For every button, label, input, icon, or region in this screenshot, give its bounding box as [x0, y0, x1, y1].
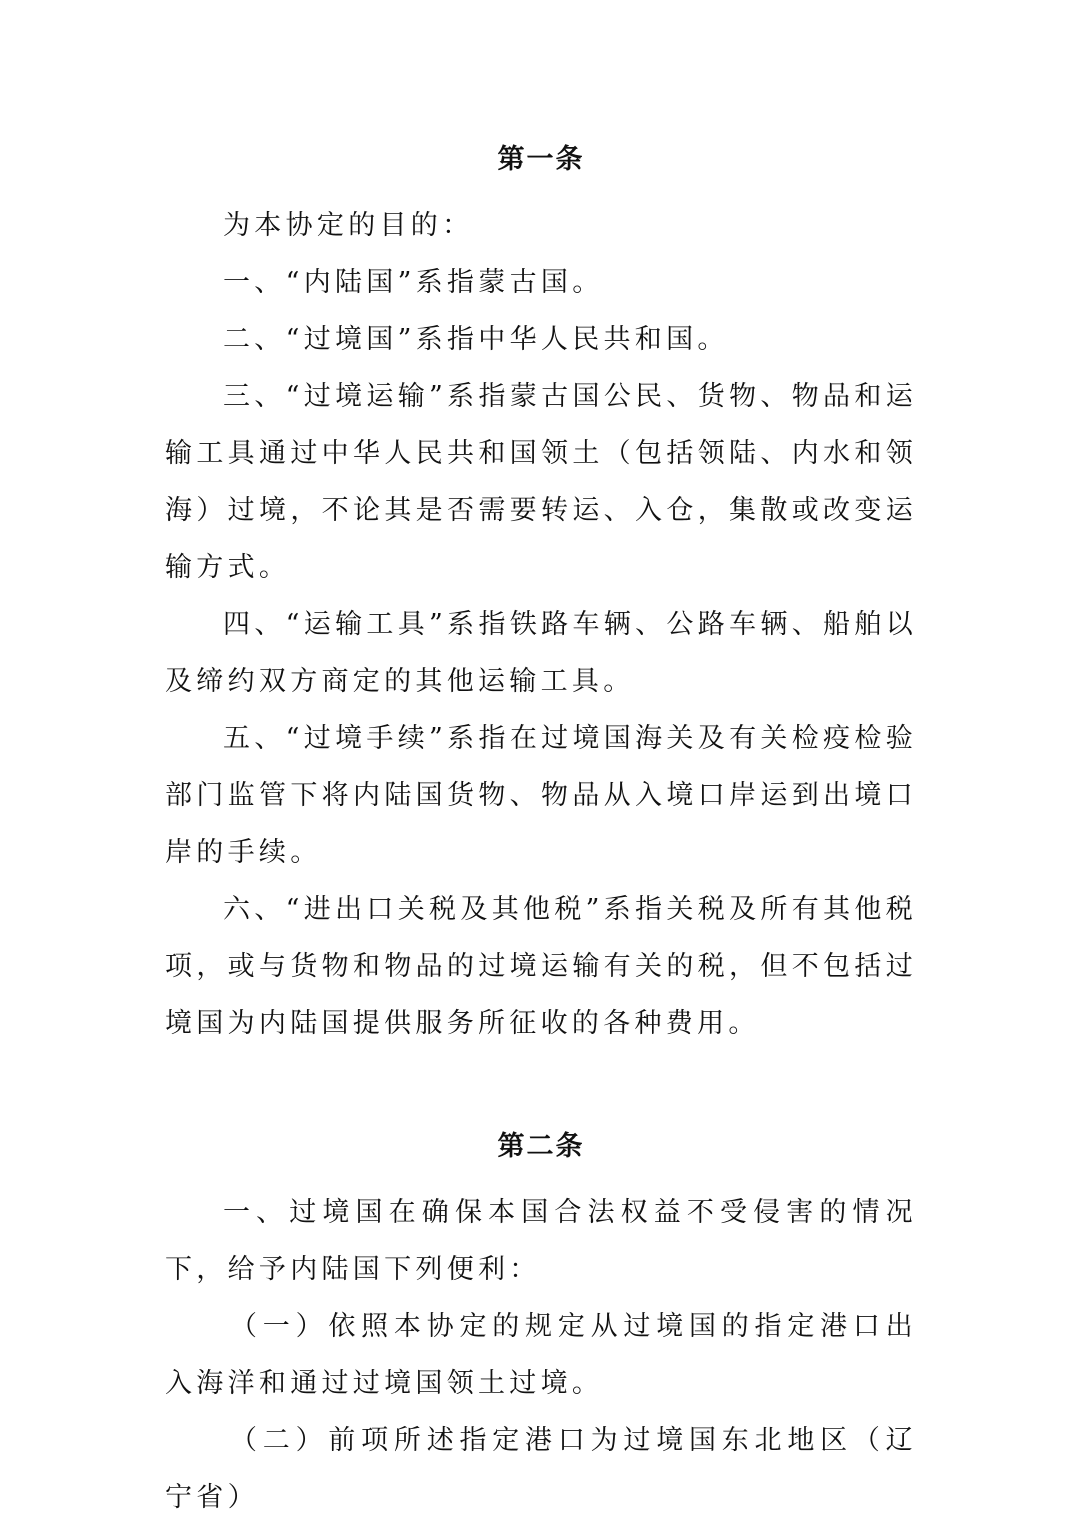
article-1-paragraph-4: 四、“运输工具”系指铁路车辆、公路车辆、船舶以及缔约双方商定的其他运输工具。 — [165, 609, 917, 697]
article-2-paragraph-1: 一、过境国在确保本国合法权益不受侵害的情况下，给予内陆国下列便利： — [165, 1197, 917, 1285]
document-page — [165, 140, 917, 1526]
article-1-paragraph-1: 一、“内陆国”系指蒙古国。 — [223, 267, 604, 298]
article-1-paragraph-intro: 为本协定的目的： — [223, 210, 474, 241]
article-1-paragraph-6: 六、“进出口关税及其他税”系指关税及所有其他税项，或与货物和物品的过境运输有关的税，但不包括过境国为内陆国提供服务所征收的各种费用。 — [165, 894, 917, 1039]
article-1-heading: 第一条 — [497, 144, 585, 175]
article-2-item-1: （一）依照本协定的规定从过境国的指定港口出入海洋和通过过境国领土过境。 — [165, 1311, 917, 1399]
article-1-paragraph-3: 三、“过境运输”系指蒙古国公民、货物、物品和运输工具通过中华人民共和国领土（包括领陆、内水和领海）过境，不论其是否需要转运、入仓，集散或改变运输方式。 — [165, 381, 917, 583]
article-1-paragraph-5: 五、“过境手续”系指在过境国海关及有关检疫检验部门监管下将内陆国货物、物品从入境口岸运到出境口岸的手续。 — [165, 723, 917, 868]
article-2-item-2: （二）前项所述指定港口为过境国东北地区（辽宁省） — [165, 1425, 917, 1513]
article-1-paragraph-2: 二、“过境国”系指中华人民共和国。 — [223, 324, 729, 355]
article-2-heading: 第二条 — [497, 1131, 585, 1162]
